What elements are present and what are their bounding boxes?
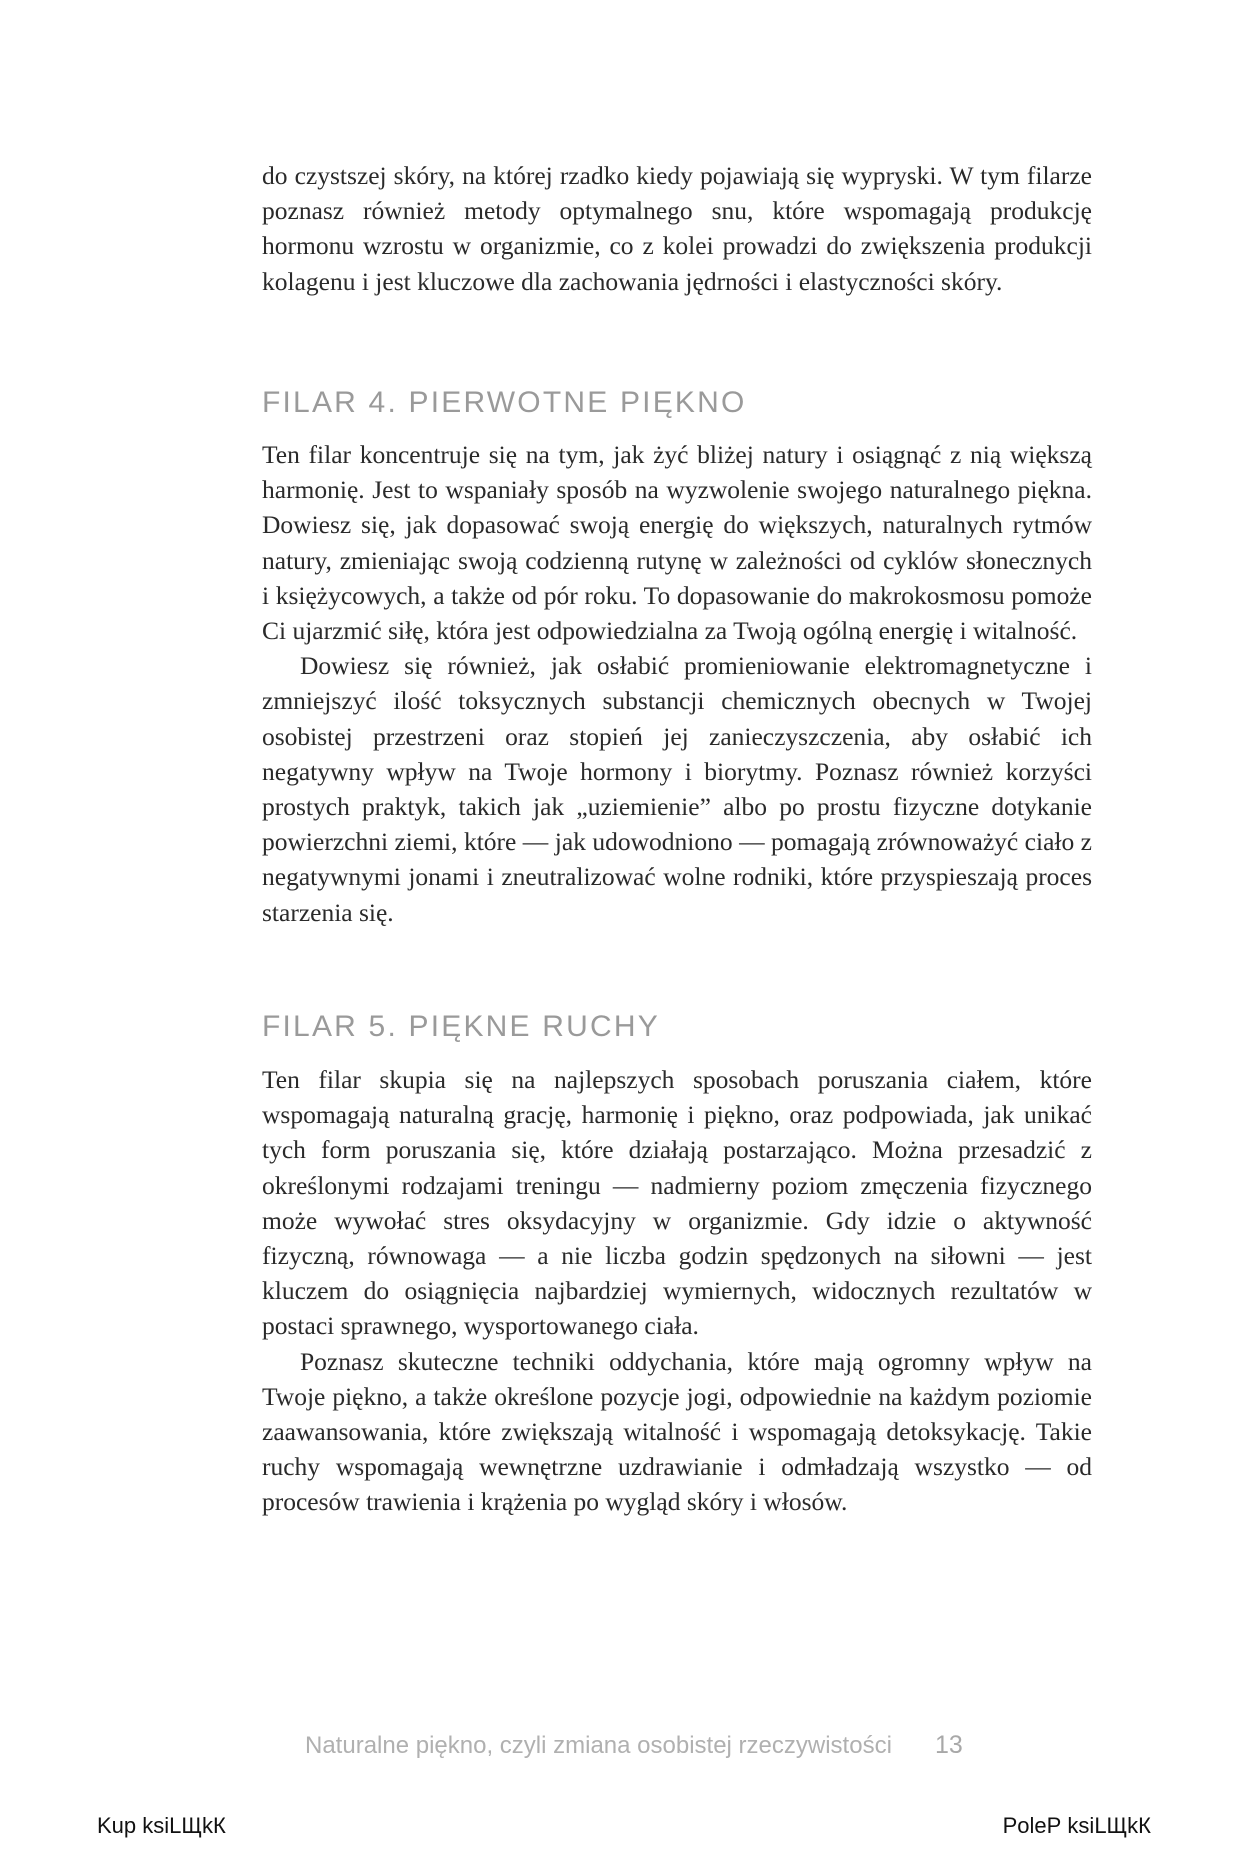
paragraph: Ten filar koncentruje się na tym, jak żyć bliżej natury i osiągnąć z nią większą harmonię. Jest to wspaniały sposób na wyzwolenie swojego naturalnego piękna. Dowiesz się, jak dopasować swoją energię do większych, naturalnych rytmów natury, zmieniając swoją codzienną rutynę w zależności od cyklów słonecznych i księżycowych, a także od pór roku. To dopasowanie do makrokosmosu pomoże Ci ujarzmić siłę, która jest odpowiedzialna za Twoją ogólną energię i witalność. [262,440,1092,646]
paragraph: Dowiesz się również, jak osłabić promieniowanie elektromagnetyczne i zmniejszyć ilość toksycznych substancji chemicznych obecnych w Twojej osobistej przestrzeni oraz stopień jej zanieczyszczenia, aby osłabić ich negatywny wpływ na Twoje hormony i biorytmy. Poznasz również korzyści prostych praktyk, takich jak „uziemienie” albo po prostu fizyczne dotykanie powierzchni ziemi, które — jak udowodniono — pomagają zrównoważyć ciało z negatywnymi jonami i zneutralizować wolne rodniki, które przyspieszają proces starzenia się. [262,651,1092,927]
paragraph: do czystszej skóry, na której rzadko kiedy pojawiają się wypryski. W tym filarze poznasz również metody optymalnego snu, które wspomagają produkcję hormonu wzrostu w organizmie, co z kolei prowadzi do zwiększenia produkcji kolagenu i jest kluczowe dla zachowania jędrności i elastyczności skóry. [262,161,1092,296]
section-heading-filar-4: FILAR 4. PIERWOTNE PIĘKNO [262,386,747,419]
section-heading-filar-5: FILAR 5. PIĘKNE RUCHY [262,1010,660,1043]
body-text-filar-4 [262,437,1092,930]
paragraph: Poznasz skuteczne techniki oddychania, które mają ogromny wpływ na Twoje piękno, a także określone pozycje jogi, odpowiednie na każdym poziomie zaawansowania, które zwiększają witalność i wspomagają detoksykację. Takie ruchy wspomagają wewnętrzne uzdrawianie i odmładzają wszystko — od procesów trawienia i krążenia po wygląd skóry i włosów. [262,1346,1092,1517]
buy-book-link[interactable]: Kup ksiLЩkК [97,1813,226,1838]
recommend-book-link[interactable]: PoleР ksiLЩkК [1002,1813,1151,1838]
paragraph: Ten filar skupia się na najlepszych sposobach poruszania ciałem, które wspomagają naturalną grację, harmonię i piękno, oraz podpowiada, jak unikać tych form poruszania się, które działają postarzająco. Można przesadzić z określonymi rodzajami treningu — nadmierny poziom zmęczenia fizycznego może wywołać stres oksydacyjny w organizmie. Gdy idzie o aktywność fizyczną, równowaga — a nie liczba godzin spędzonych na siłowni — jest kluczem do osiągnięcia najbardziej wymiernych, widocznych rezultatów w postaci sprawnego, wysportowanego ciała. [262,1065,1092,1341]
body-text-top [262,158,1092,299]
body-text-filar-5 [262,1062,1092,1520]
page-number: 13 [935,1731,963,1759]
running-footer-title: Naturalne piękno, czyli zmiana osobistej rzeczywistości [305,1732,892,1759]
